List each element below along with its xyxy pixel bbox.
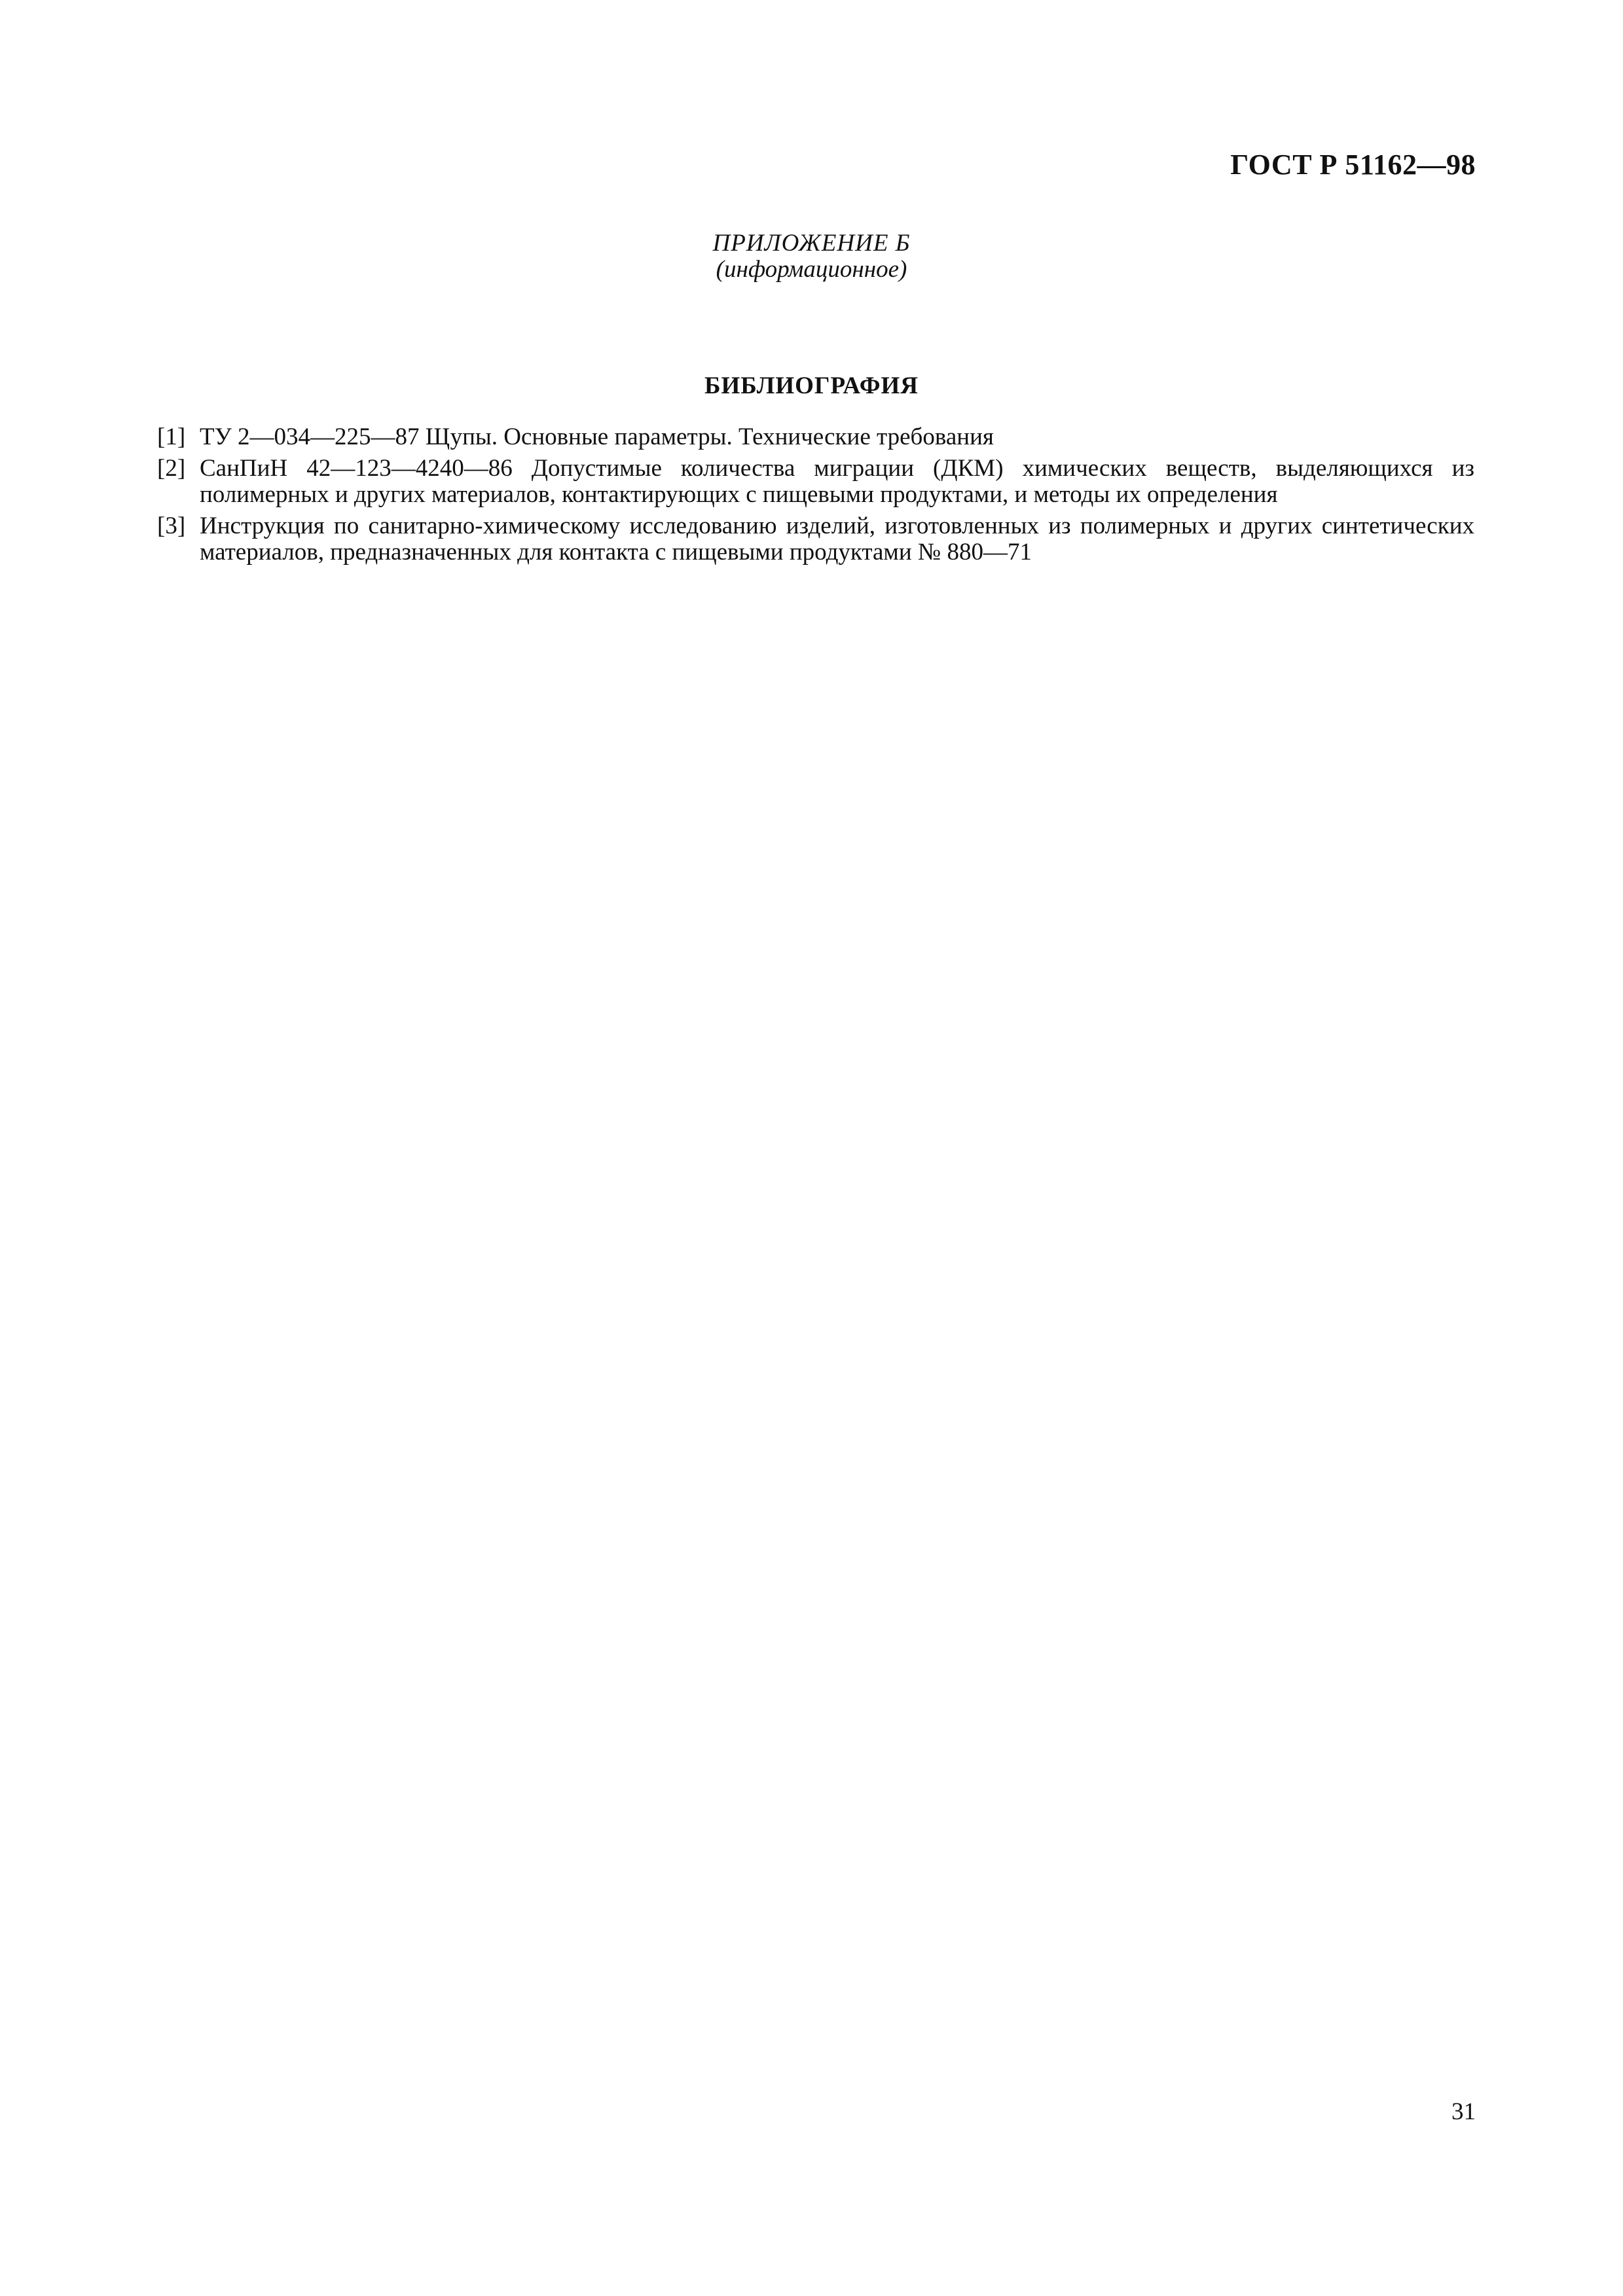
bibliography-item [157, 424, 1474, 450]
bibliography-item [157, 456, 1474, 508]
bibliography-item-text: СанПиН 42—123—4240—86 Допустимые количества миграции (ДКМ) химических веществ, выделяющихся из полимерных и других материалов, контактирующих с пищевыми продуктами, и методы их определения [200, 455, 1474, 508]
document-code: ГОСТ Р 51162—98 [1230, 149, 1476, 181]
bibliography-item-number: [1] [157, 423, 186, 450]
appendix-subtitle: (информационное) [716, 256, 907, 283]
bibliography-list [157, 424, 1474, 571]
bibliography-heading: БИБЛИОГРАФИЯ [704, 372, 919, 399]
appendix-header [0, 230, 1623, 283]
bibliography-item-number: [3] [157, 512, 186, 539]
bibliography-item [157, 513, 1474, 565]
bibliography-item-text: Инструкция по санитарно-химическому исследованию изделий, изготовленных из полимерных и других синтетических материалов, предназначенных для контакта с пищевыми продуктами № 880—71 [200, 512, 1474, 565]
bibliography-item-number: [2] [157, 455, 186, 482]
bibliography-item-text: ТУ 2—034—225—87 Щупы. Основные параметры. Технические требования [200, 423, 994, 450]
page-number: 31 [1451, 2098, 1476, 2125]
appendix-title: ПРИЛОЖЕНИЕ Б [712, 230, 911, 257]
